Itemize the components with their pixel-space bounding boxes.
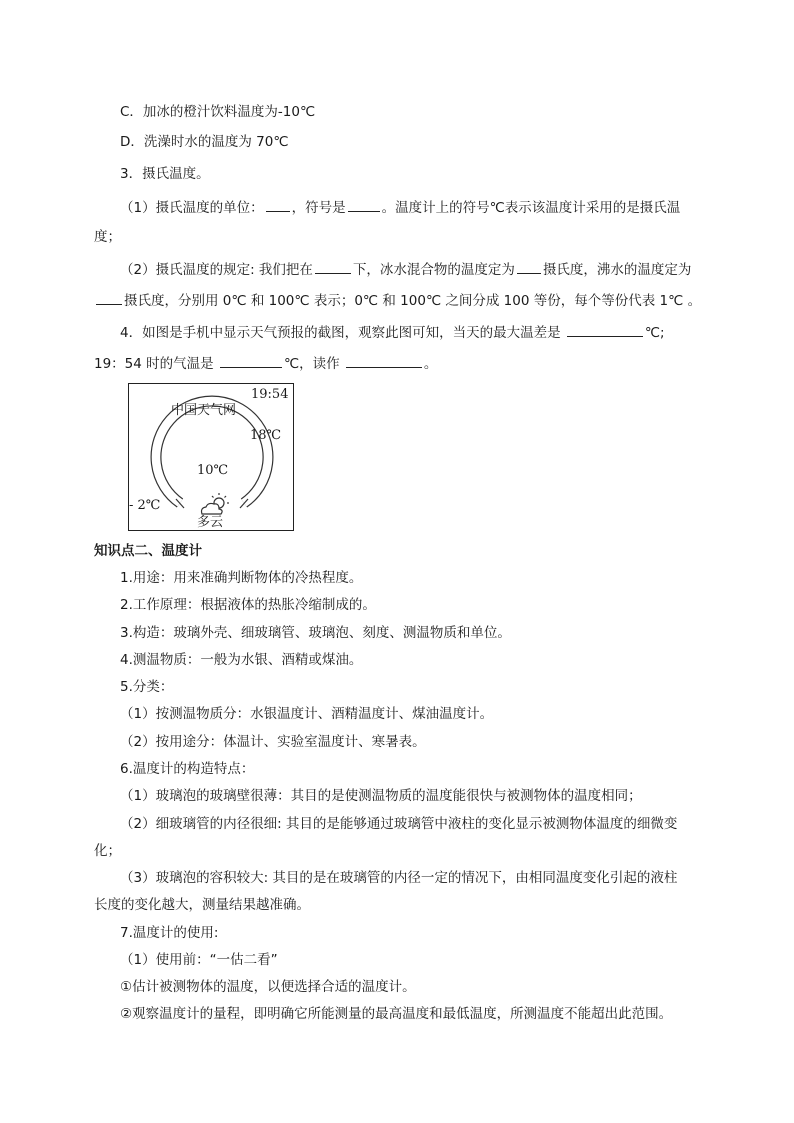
point-6-2: （2）细玻璃管的内径很细: 其目的是能够通过玻璃管中液柱的变化显示被测物体温度的细微变 [120,816,678,832]
point-5-1: （1）按测温物质分：水银温度计、酒精温度计、煤油温度计。 [120,706,494,722]
question-3-title: 3．摄氏温度。 [120,166,210,182]
question-3-1-cont: 度； [94,229,121,245]
answer-blank-freezing[interactable] [517,259,541,274]
q4-text-e: 。 [423,356,438,372]
point-1: 1.用途：用来准确判断物体的冷热程度。 [120,570,363,586]
q3-1-text-c: 。温度计上的符号℃表示该温度计采用的是摄氏温 [381,200,681,216]
point-7: 7.温度计的使用: [120,925,219,941]
question-3-2 [120,259,691,279]
q3-1-text-a: （1）摄氏温度的单位： [120,200,264,216]
q4-text-c: 19：54 时的气温是 [94,356,214,372]
q3-1-text-b: ，符号是 [291,200,346,216]
partly-cloudy-icon [202,493,230,514]
point-7-1-b: ②观察温度计的量程，即明确它所能测量的最高温度和最低温度，所测温度不能超出此范围。 [120,1006,673,1022]
weather-condition: 多云 [197,515,224,530]
point-5: 5.分类： [120,679,174,695]
option-d: D．洗澡时水的温度为 70℃ [120,134,289,150]
point-3: 3.构造：玻璃外壳、细玻璃管、玻璃泡、刻度、测温物质和单位。 [120,625,511,641]
point-7-1-a: ①估计被测物体的温度，以便选择合适的温度计。 [120,979,416,995]
weather-min-temp: - 2℃ [129,498,161,513]
q4-text-a: 4．如图是手机中显示天气预报的截图，观察此图可知，当天的最大温差是 [120,325,561,341]
question-3-1 [120,197,680,217]
question-4-cont [94,353,437,373]
q4-text-d: ℃，读作 [283,356,340,372]
option-c: C．加冰的橙汁饮料温度为-10℃ [120,104,316,120]
answer-blank-symbol[interactable] [348,197,380,212]
q3-2-text-a: （2）摄氏温度的规定: 我们把在 [120,262,313,278]
point-2: 2.工作原理：根据液体的热胀冷缩制成的。 [120,597,376,613]
q4-text-b: ℃; [644,325,665,341]
weather-current-temp: 10℃ [197,463,229,478]
point-4: 4.测温物质：一般为水银、酒精或煤油。 [120,652,363,668]
point-6-1: （1）玻璃泡的玻璃壁很薄：其目的是使测温物质的温度能很快与被测物体的温度相同； [120,788,642,804]
answer-blank-max-diff[interactable] [567,322,643,337]
point-6-3: （3）玻璃泡的容积较大: 其目的是在玻璃管的内径一定的情况下，由相同温度变化引起的液柱 [120,870,678,886]
point-6-3-cont: 长度的变化越大，测量结果越准确。 [94,897,310,913]
weather-screenshot [128,383,294,531]
section-heading: 知识点二、温度计 [94,543,202,559]
answer-blank-unit[interactable] [266,197,290,212]
point-5-2: （2）按用途分：体温计、实验室温度计、寒暑表。 [120,734,426,750]
answer-blank-reading[interactable] [346,353,422,368]
q3-2-text-d: 摄氏度，分别用 0℃ 和 100℃ 表示；0℃ 和 100℃ 之间分成 100 等份，每个等份代表 1℃ 。 [124,293,702,309]
weather-time: 19:54 [251,387,289,402]
point-6-2-cont: 化； [94,843,121,859]
point-6: 6.温度计的构造特点： [120,761,255,777]
answer-blank-temp[interactable] [220,353,282,368]
point-7-1: （1）使用前：“一估二看” [120,952,278,968]
answer-blank-condition[interactable] [315,259,351,274]
answer-blank-boiling[interactable] [96,290,122,305]
weather-source: 中国天气网 [171,403,237,418]
weather-max-temp: 18℃ [250,428,282,443]
q3-2-text-c: 摄氏度，沸水的温度定为 [542,262,692,278]
question-3-2-cont [94,290,701,310]
q3-2-text-b: 下，冰水混合物的温度定为 [352,262,515,278]
question-4 [120,322,665,342]
